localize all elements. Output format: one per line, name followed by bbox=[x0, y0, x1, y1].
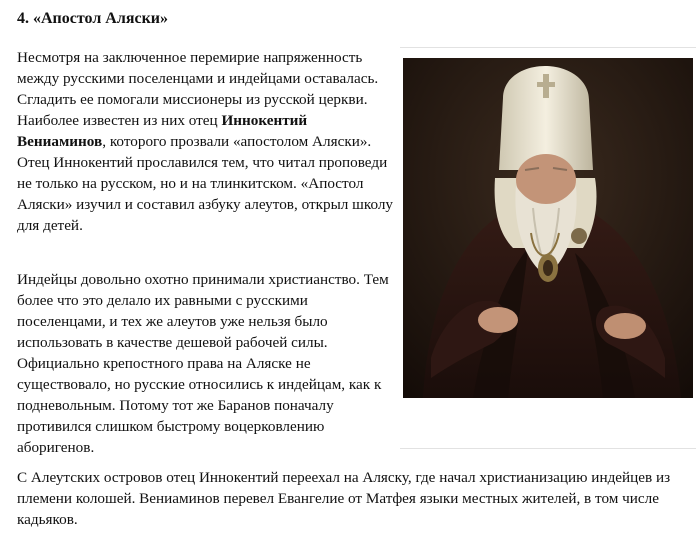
left-hand bbox=[478, 307, 518, 333]
paragraph-1 bbox=[17, 47, 397, 236]
paragraph-1-text-end: , которого прозвали «апостолом Аляски». Отец Иннокентий прославился тем, что читал проповеди не только на русском, но и на тлинкитском. «Апостол Аляски» изучил и составил азбуку алеутов, открыл школу для детей. bbox=[17, 133, 394, 234]
order-star bbox=[571, 228, 587, 244]
panagia-center bbox=[543, 260, 553, 276]
person-name-bold: Иннокентий Вениаминов bbox=[17, 112, 308, 150]
paragraph-1-text-start: Несмотря на заключенное перемирие напряженность между русскими поселенцами и индейцами оставалась. Сгладить ее помогали миссионеры из русской церкви. Наиболее известен из них отец bbox=[17, 49, 379, 129]
portrait-painting bbox=[403, 58, 693, 398]
portrait-frame bbox=[400, 47, 696, 449]
paragraph-2: Индейцы довольно охотно принимали христианство. Тем более что это делало их равными с русскими поселенцами, и тех же алеутов уже нельзя было использовать в качестве дешевой рабочей силы. Официально крепостного права на Аляске не существовало, но русские относились к индейцам, как к подневольным. Потому тот же Баранов поначалу противился слишком быстрому воцерковлению аборигенов. bbox=[17, 271, 389, 456]
article-heading: 4. «Апостол Аляски» bbox=[17, 10, 169, 27]
paragraph-3: С Алеутских островов отец Иннокентий переехал на Аляску, где начал христианизацию индейцев из племени колошей. Вениаминов перевел Евангелие от Матфея языки местных жителей, в том числе кадьяков. bbox=[17, 469, 671, 528]
right-hand bbox=[604, 313, 646, 339]
